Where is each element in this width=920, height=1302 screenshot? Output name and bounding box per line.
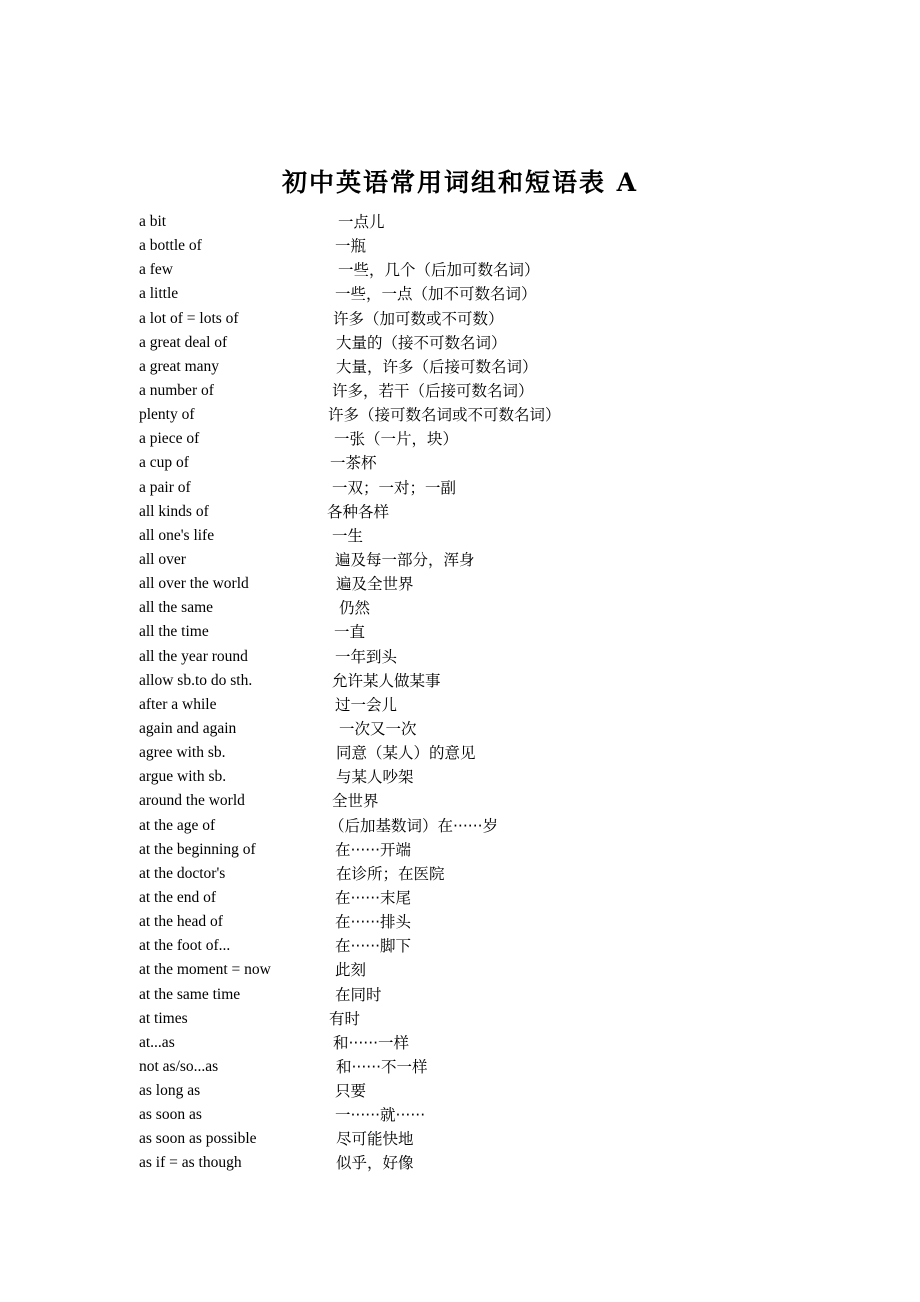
phrase-english: a bit	[139, 213, 167, 230]
phrase-chinese: 在······末尾	[335, 888, 412, 907]
phrase-chinese: 一······就······	[335, 1106, 426, 1125]
phrase-row	[139, 1103, 699, 1127]
phrase-chinese: 在同时	[335, 985, 382, 1004]
phrase-row	[139, 741, 699, 765]
phrase-row	[139, 427, 699, 451]
phrase-english: around the world	[139, 792, 245, 810]
phrase-chinese: 一直	[334, 623, 366, 642]
phrase-row	[139, 765, 699, 789]
phrase-chinese: 遍及每一部分，浑身	[335, 550, 475, 569]
phrase-english: a cup of	[139, 454, 189, 472]
phrase-row	[139, 379, 699, 403]
phrase-chinese: 在诊所；在医院	[336, 864, 445, 883]
phrase-chinese: 有时	[329, 1009, 361, 1028]
phrase-english: not as/so...as	[139, 1057, 219, 1075]
phrase-chinese: 一生	[332, 526, 364, 545]
phrase-row	[139, 645, 699, 669]
phrase-chinese: 一瓶	[335, 237, 367, 256]
phrase-row	[139, 282, 699, 306]
phrase-row	[139, 1079, 699, 1103]
phrase-english: all over the world	[139, 575, 249, 593]
phrase-row	[139, 789, 699, 813]
phrase-chinese: 一些，几个（后加可数名词）	[338, 261, 540, 280]
phrase-row	[139, 983, 699, 1007]
phrase-chinese: 一次又一次	[339, 719, 417, 738]
phrase-chinese: 许多（接可数名词或不可数名词）	[328, 406, 561, 425]
phrase-chinese: 各种各样	[327, 502, 390, 521]
phrase-english: all the same	[139, 599, 214, 617]
phrase-row	[139, 451, 699, 475]
phrase-chinese: 尽可能快地	[336, 1130, 414, 1149]
phrase-chinese: 大量的（接不可数名词）	[336, 333, 507, 352]
phrase-chinese: 一双；一对；一副	[332, 478, 457, 497]
phrase-row	[139, 1127, 699, 1151]
phrase-row	[139, 886, 699, 910]
phrase-row	[139, 620, 699, 644]
phrase-row	[139, 1031, 699, 1055]
phrase-english: all the time	[139, 623, 209, 641]
phrase-chinese: 一张（一片，块）	[334, 430, 459, 449]
phrase-english: at the foot of...	[139, 937, 231, 955]
phrase-row	[139, 838, 699, 862]
phrase-row	[139, 476, 699, 500]
phrase-chinese: 遍及全世界	[336, 575, 414, 594]
phrase-row	[139, 910, 699, 934]
phrase-row	[139, 596, 699, 620]
phrase-chinese: 过一会儿	[335, 695, 398, 714]
phrase-english: at the same time	[139, 985, 241, 1003]
phrase-row	[139, 693, 699, 717]
phrase-chinese: 此刻	[335, 961, 367, 980]
phrase-english: at the end of	[139, 888, 217, 906]
phrase-chinese: 一年到头	[335, 647, 398, 666]
phrase-english: at the moment = now	[139, 961, 271, 979]
phrase-english: plenty of	[139, 406, 195, 424]
phrase-chinese: 许多，若干（后接可数名词）	[332, 381, 534, 400]
phrase-english: as soon as possible	[139, 1130, 257, 1148]
phrase-chinese: 全世界	[332, 792, 379, 811]
phrase-english: a number of	[139, 381, 214, 399]
phrase-row	[139, 814, 699, 838]
phrase-row	[139, 934, 699, 958]
phrase-chinese: 和······一样	[333, 1033, 410, 1052]
phrase-chinese: 与某人吵架	[336, 768, 414, 787]
phrase-chinese: 在······脚下	[335, 937, 412, 956]
phrase-english: a few	[139, 261, 173, 279]
phrase-english: a piece of	[139, 430, 200, 448]
phrase-english: at the doctor's	[139, 864, 226, 882]
phrase-chinese: 一茶杯	[330, 454, 377, 473]
phrase-row	[139, 862, 699, 886]
phrase-row	[139, 717, 699, 741]
phrase-english: as long as	[139, 1082, 201, 1100]
phrase-english: a bottle of	[139, 237, 202, 255]
phrase-row	[139, 500, 699, 524]
phrase-chinese: 许多（加可数或不可数）	[333, 309, 504, 328]
page-title: 初中英语常用词组和短语表 A	[281, 168, 639, 197]
phrase-row	[139, 331, 699, 355]
phrase-row	[139, 258, 699, 282]
phrase-row	[139, 355, 699, 379]
phrase-english: as if = as though	[139, 1154, 242, 1172]
phrase-english: all the year round	[139, 647, 248, 665]
phrase-row	[139, 1055, 699, 1079]
phrase-row	[139, 669, 699, 693]
phrase-row	[139, 1151, 699, 1175]
phrase-english: all one's life	[139, 526, 215, 544]
phrase-english: after a while	[139, 695, 217, 713]
phrase-english: a great many	[139, 357, 220, 375]
phrase-row	[139, 210, 699, 234]
phrase-row	[139, 307, 699, 331]
phrase-chinese: 在······开端	[335, 840, 412, 859]
phrase-english: at the beginning of	[139, 840, 256, 858]
phrase-english: at the age of	[139, 816, 216, 834]
phrase-row	[139, 548, 699, 572]
phrase-english: a great deal of	[139, 333, 228, 351]
phrase-english: as soon as	[139, 1106, 202, 1124]
phrase-chinese: 仍然	[339, 599, 371, 618]
phrase-chinese: 似乎，好像	[336, 1154, 414, 1173]
phrase-row	[139, 403, 699, 427]
phrase-english: argue with sb.	[139, 768, 227, 786]
phrase-row	[139, 524, 699, 548]
phrase-chinese: 同意（某人）的意见	[336, 744, 476, 763]
phrase-english: all kinds of	[139, 502, 209, 520]
phrase-english: again and again	[139, 719, 237, 737]
phrase-row	[139, 234, 699, 258]
phrase-english: a little	[139, 285, 179, 303]
phrase-chinese: 一些，一点（加不可数名词）	[335, 285, 537, 304]
phrase-chinese: 大量，许多（后接可数名词）	[336, 357, 538, 376]
phrase-list	[139, 210, 699, 1176]
phrase-chinese: 一点儿	[338, 213, 385, 231]
phrase-english: at...as	[139, 1033, 175, 1051]
phrase-english: at times	[139, 1009, 188, 1027]
phrase-english: at the head of	[139, 913, 223, 931]
phrase-chinese: 只要	[335, 1082, 367, 1101]
phrase-row	[139, 1007, 699, 1031]
phrase-english: agree with sb.	[139, 744, 226, 762]
phrase-chinese: 允许某人做某事	[332, 671, 441, 690]
phrase-english: all over	[139, 550, 186, 568]
phrase-chinese: 在······排头	[335, 913, 412, 932]
phrase-row	[139, 572, 699, 596]
phrase-english: a lot of = lots of	[139, 309, 239, 327]
phrase-row	[139, 958, 699, 982]
phrase-chinese: 和······不一样	[336, 1057, 428, 1076]
phrase-chinese: （后加基数词）在······岁	[329, 816, 499, 835]
phrase-english: allow sb.to do sth.	[139, 671, 253, 689]
phrase-english: a pair of	[139, 478, 191, 496]
